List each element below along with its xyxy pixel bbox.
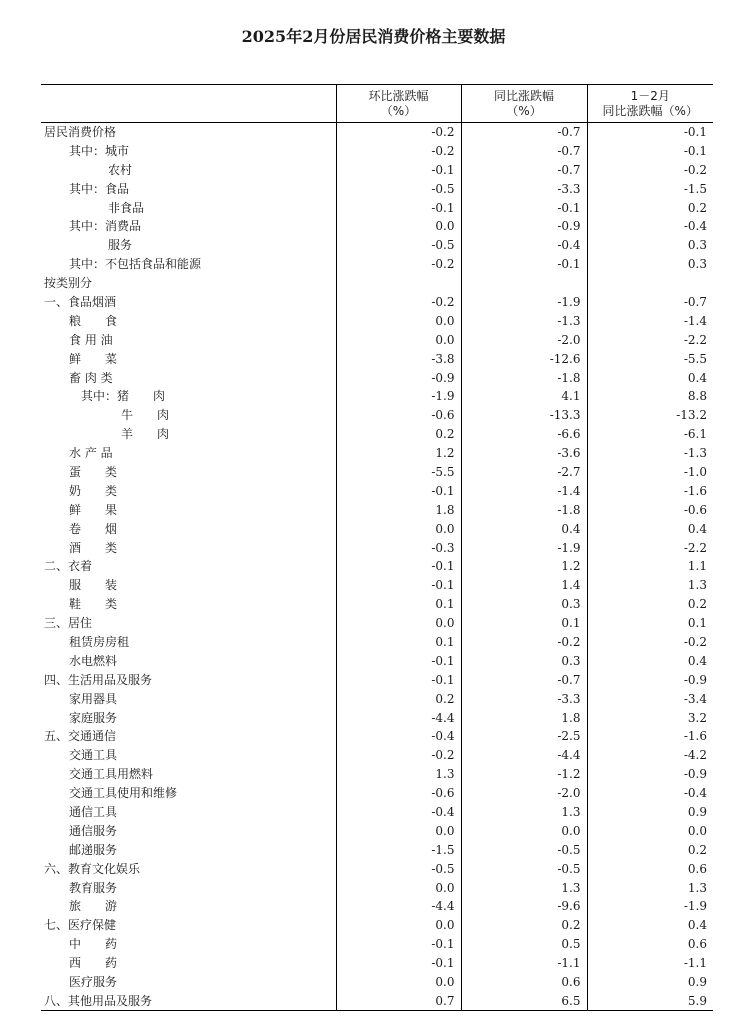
table-row [41,198,713,217]
yoy-value: 1.3 [461,803,587,822]
ytd-value: 0.2 [587,840,713,859]
mom-value: -0.5 [336,179,461,198]
table-row [41,784,713,803]
table-row [41,236,713,255]
mom-value: 0.0 [336,217,461,236]
ytd-value: -0.7 [587,293,713,312]
yoy-value: -0.7 [461,670,587,689]
row-label: 六、教育文化娱乐 [44,861,141,876]
yoy-value: 0.4 [461,519,587,538]
mom-value: -0.2 [336,123,461,142]
mom-value: -0.4 [336,727,461,746]
ytd-value: 1.3 [587,878,713,897]
table-row [41,765,713,784]
ytd-value: -1.6 [587,727,713,746]
yoy-value [461,274,587,293]
ytd-value: -0.9 [587,765,713,784]
mom-value: -0.4 [336,803,461,822]
yoy-value: 0.5 [461,935,587,954]
table-row [41,557,713,576]
yoy-value: -3.3 [461,179,587,198]
mom-value: -0.1 [336,557,461,576]
header-ytd-line2: 同比涨跌幅（%） [602,103,698,118]
ytd-value: -13.2 [587,406,713,425]
table-row [41,217,713,236]
row-label: 教育服务 [69,880,118,895]
table-row [41,840,713,859]
mom-value: 0.1 [336,595,461,614]
yoy-value: 6.5 [461,991,587,1010]
header-ytd-line1: 1－2月 [630,88,670,103]
mom-value: 0.0 [336,916,461,935]
mom-value: -0.1 [336,160,461,179]
table-row [41,387,713,406]
table-row [41,330,713,349]
yoy-value: -1.8 [461,368,587,387]
header-yoy-line1: 同比涨跌幅 [493,88,554,103]
ytd-value: 0.0 [587,821,713,840]
table-row [41,859,713,878]
table-row [41,255,713,274]
row-label: 交通工具用燃料 [69,767,154,782]
yoy-value: 0.0 [461,821,587,840]
mom-value: 0.0 [336,878,461,897]
table-row [41,274,713,293]
mom-value: -0.1 [336,651,461,670]
table-row [41,349,713,368]
yoy-value: -0.5 [461,840,587,859]
row-label: 农村 [108,162,133,177]
row-label: 酒 类 [69,540,118,555]
ytd-value: -1.1 [587,954,713,973]
table-row [41,633,713,652]
row-label: 服 装 [69,578,118,593]
ytd-value: 0.2 [587,595,713,614]
row-label: 其中：食品 [69,181,130,196]
ytd-value: -1.6 [587,481,713,500]
row-label: 服务 [108,238,133,253]
row-label: 三、居住 [44,616,93,631]
row-label: 租赁房房租 [69,634,130,649]
row-label: 八、其他用品及服务 [41,991,336,1010]
mom-value: -0.1 [336,954,461,973]
ytd-value: 1.3 [587,576,713,595]
mom-value: -4.4 [336,897,461,916]
yoy-value: 1.4 [461,576,587,595]
ytd-value: 0.4 [587,651,713,670]
yoy-value: -0.1 [461,198,587,217]
row-label: 居民消费价格 [44,125,117,140]
yoy-value: -0.4 [461,236,587,255]
yoy-value: -1.8 [461,500,587,519]
table-row [41,444,713,463]
yoy-value: 0.3 [461,651,587,670]
table-row [41,311,713,330]
ytd-value: -1.4 [587,311,713,330]
table-row [41,123,713,142]
mom-value: -0.2 [336,293,461,312]
header-yoy-line2: （%） [506,103,542,118]
ytd-value: 0.6 [587,935,713,954]
ytd-value: -1.5 [587,179,713,198]
ytd-value: -0.9 [587,670,713,689]
row-label: 家用器具 [69,691,118,706]
table-row [41,538,713,557]
mom-value: 0.0 [336,330,461,349]
mom-value: -0.1 [336,198,461,217]
ytd-value: -0.2 [587,160,713,179]
mom-value: 0.7 [336,991,461,1010]
mom-value: -5.5 [336,463,461,482]
row-label: 一、食品烟酒 [44,294,117,309]
page-title: 2025年2月份居民消费价格主要数据 [241,27,506,46]
table-row [41,821,713,840]
mom-value: -0.6 [336,784,461,803]
mom-value: -0.9 [336,368,461,387]
row-label: 五、交通通信 [44,729,117,744]
row-label: 牛 肉 [121,408,170,423]
table-row [41,954,713,973]
ytd-value: -0.4 [587,217,713,236]
row-label: 水电燃料 [69,653,118,668]
row-label: 按类别分 [44,276,93,291]
row-label: 卷 烟 [69,521,118,536]
mom-value: -1.9 [336,387,461,406]
row-label: 通信服务 [69,823,118,838]
yoy-value: -3.6 [461,444,587,463]
ytd-value: -2.2 [587,330,713,349]
table-body [41,123,713,1011]
yoy-value: -0.7 [461,160,587,179]
mom-value: -0.3 [336,538,461,557]
row-label: 其中：不包括食品和能源 [69,257,202,272]
ytd-value: -5.5 [587,349,713,368]
header-row [41,85,713,123]
row-label: 其中：城市 [69,143,130,158]
row-label: 非食品 [108,200,145,215]
yoy-value: 1.3 [461,878,587,897]
ytd-value: 5.9 [587,991,713,1010]
row-label: 奶 类 [69,483,118,498]
row-label: 羊 肉 [121,427,170,442]
row-label: 其中：猪 肉 [81,389,166,404]
table-row [41,368,713,387]
table-row [41,481,713,500]
table-row [41,897,713,916]
mom-value: -0.2 [336,746,461,765]
ytd-value: 0.3 [587,255,713,274]
ytd-value: 0.6 [587,859,713,878]
mom-value: -0.1 [336,576,461,595]
mom-value: -0.1 [336,935,461,954]
header-ytd [587,85,713,123]
yoy-value: -4.4 [461,746,587,765]
ytd-value: -0.1 [587,123,713,142]
mom-value: -0.6 [336,406,461,425]
mom-value: -3.8 [336,349,461,368]
ytd-value: -0.4 [587,784,713,803]
mom-value: 0.2 [336,425,461,444]
row-label: 水 产 品 [69,446,113,461]
ytd-value: -0.2 [587,633,713,652]
table-row [41,463,713,482]
row-label: 七、医疗保健 [44,918,117,933]
header-category [41,85,336,123]
table-row [41,500,713,519]
row-label: 旅 游 [69,899,118,914]
yoy-value: -3.3 [461,689,587,708]
table-row [41,916,713,935]
table-row [41,727,713,746]
table-row [41,651,713,670]
ytd-value: -3.4 [587,689,713,708]
mom-value [336,274,461,293]
mom-value: -1.5 [336,840,461,859]
row-label: 粮 食 [69,313,118,328]
yoy-value: -1.9 [461,538,587,557]
yoy-value: -0.7 [461,141,587,160]
header-mom [336,85,461,123]
ytd-value: -0.1 [587,141,713,160]
table-row [41,614,713,633]
mom-value: 0.0 [336,614,461,633]
mom-value: -0.5 [336,859,461,878]
table-row [41,991,713,1010]
header-mom-line2: （%） [380,103,417,118]
row-label: 邮递服务 [69,842,118,857]
yoy-value: -1.9 [461,293,587,312]
yoy-value: -0.2 [461,633,587,652]
yoy-value: -2.0 [461,330,587,349]
ytd-value: -1.3 [587,444,713,463]
mom-value: 1.3 [336,765,461,784]
yoy-value: -12.6 [461,349,587,368]
yoy-value: -0.7 [461,123,587,142]
ytd-value: 1.1 [587,557,713,576]
ytd-value: 0.4 [587,368,713,387]
mom-value: 0.0 [336,973,461,992]
cpi-data-table [41,84,713,1011]
table-header [41,85,713,123]
ytd-value: 3.2 [587,708,713,727]
header-mom-line1: 环比涨跌幅 [368,88,429,103]
table-row [41,973,713,992]
yoy-value: -1.3 [461,311,587,330]
mom-value: 0.1 [336,633,461,652]
table-row [41,746,713,765]
row-label: 畜 肉 类 [69,370,113,385]
ytd-value: -6.1 [587,425,713,444]
mom-value: 0.2 [336,689,461,708]
table-row [41,595,713,614]
row-label: 鲜 菜 [69,351,118,366]
ytd-value: 0.4 [587,519,713,538]
yoy-value: 0.1 [461,614,587,633]
mom-value: -4.4 [336,708,461,727]
table-row [41,803,713,822]
table-row [41,689,713,708]
yoy-value: -2.7 [461,463,587,482]
mom-value: -0.1 [336,481,461,500]
row-label: 中 药 [69,937,118,952]
yoy-value: -1.4 [461,481,587,500]
ytd-value: -1.0 [587,463,713,482]
ytd-value: 0.9 [587,973,713,992]
row-label: 蛋 类 [69,464,118,479]
table-row [41,670,713,689]
table-row [41,878,713,897]
ytd-value: 0.9 [587,803,713,822]
table-row [41,160,713,179]
row-label: 西 药 [69,956,118,971]
mom-value: -0.5 [336,236,461,255]
yoy-value: -1.1 [461,954,587,973]
table-row [41,179,713,198]
yoy-value: -2.0 [461,784,587,803]
mom-value: -0.1 [336,670,461,689]
mom-value: 1.8 [336,500,461,519]
ytd-value [587,274,713,293]
yoy-value: -0.5 [461,859,587,878]
table-row [41,519,713,538]
table-row [41,293,713,312]
yoy-value: -0.1 [461,255,587,274]
header-yoy [461,85,587,123]
row-label: 交通工具 [69,748,118,763]
mom-value: 1.2 [336,444,461,463]
table-row [41,935,713,954]
row-label: 家庭服务 [69,710,118,725]
mom-value: 0.0 [336,519,461,538]
yoy-value: 1.8 [461,708,587,727]
yoy-value: -9.6 [461,897,587,916]
row-label: 鲜 果 [69,502,118,517]
row-label: 二、衣着 [44,559,93,574]
ytd-value: -1.9 [587,897,713,916]
yoy-value: 0.2 [461,916,587,935]
mom-value: -0.2 [336,255,461,274]
row-label: 交通工具使用和维修 [69,786,178,801]
ytd-value: 0.2 [587,198,713,217]
ytd-value: 0.4 [587,916,713,935]
mom-value: 0.0 [336,311,461,330]
row-label: 其中：消费品 [69,219,142,234]
ytd-value: -0.6 [587,500,713,519]
ytd-value: -4.2 [587,746,713,765]
yoy-value: -13.3 [461,406,587,425]
row-label: 通信工具 [69,805,118,819]
ytd-value: 0.3 [587,236,713,255]
yoy-value: -0.9 [461,217,587,236]
ytd-value: 0.1 [587,614,713,633]
table-row [41,141,713,160]
yoy-value: 0.6 [461,973,587,992]
mom-value: -0.2 [336,141,461,160]
table-row [41,708,713,727]
row-label: 医疗服务 [69,975,118,990]
yoy-value: 0.3 [461,595,587,614]
ytd-value: 8.8 [587,387,713,406]
row-label: 四、生活用品及服务 [44,672,153,687]
table-row [41,425,713,444]
ytd-value: -2.2 [587,538,713,557]
row-label: 食 用 油 [69,332,113,347]
yoy-value: -1.2 [461,765,587,784]
yoy-value: -2.5 [461,727,587,746]
yoy-value: 1.2 [461,557,587,576]
table-row [41,576,713,595]
table-row [41,406,713,425]
row-label: 鞋 类 [69,597,118,612]
mom-value: 0.0 [336,821,461,840]
yoy-value: -6.6 [461,425,587,444]
yoy-value: 4.1 [461,387,587,406]
